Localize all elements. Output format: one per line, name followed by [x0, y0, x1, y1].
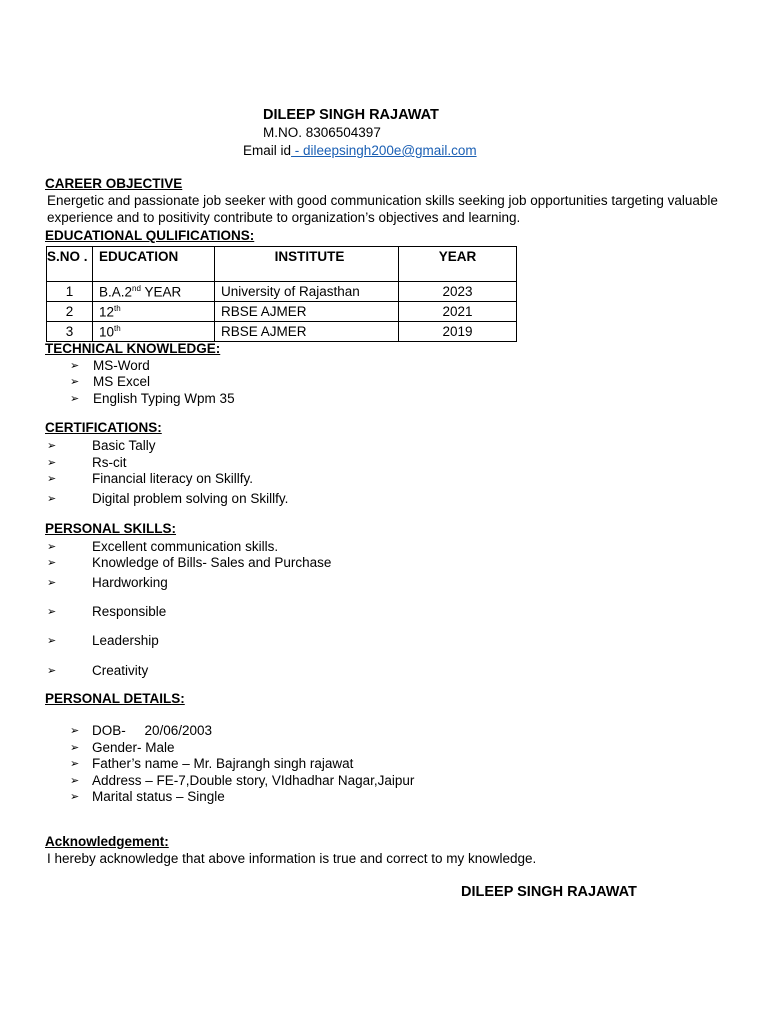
- cell-year: 2019: [399, 322, 517, 342]
- list-item: Creativity: [92, 663, 149, 678]
- cell-institute: RBSE AJMER: [215, 322, 399, 342]
- bullet-arrow-icon: ➢: [47, 635, 57, 647]
- cell-institute: RBSE AJMER: [215, 302, 399, 322]
- list-item: Excellent communication skills.: [92, 539, 279, 554]
- column-header-education: EDUCATION: [93, 247, 215, 282]
- list-item: Basic Tally: [92, 438, 156, 453]
- table-header-row: [47, 247, 517, 282]
- cell-year: 2021: [399, 302, 517, 322]
- list-item: MS-Word: [93, 358, 150, 373]
- certifications-heading: CERTIFICATIONS:: [45, 420, 162, 435]
- cell-education: 12th: [93, 302, 215, 322]
- bullet-arrow-icon: ➢: [47, 541, 57, 553]
- bullet-arrow-icon: ➢: [47, 557, 57, 569]
- dob-item: DOB- 20/06/2003: [92, 723, 213, 738]
- cell-sno: 3: [47, 322, 93, 342]
- personal-details-heading: PERSONAL DETAILS:: [45, 691, 185, 706]
- career-objective-text: Energetic and passionate job seeker with good communication skills seeking job opportunities targeting valuable experience and to positivity contribute to organization’s objectives and learning.: [47, 193, 718, 225]
- bullet-arrow-icon: ➢: [70, 725, 80, 737]
- education-heading: EDUCATIONAL QULIFICATIONS:: [45, 228, 255, 243]
- mobile-number: M.NO. 8306504397: [263, 125, 381, 140]
- bullet-arrow-icon: ➢: [47, 606, 57, 618]
- list-item: English Typing Wpm 35: [93, 391, 235, 406]
- bullet-arrow-icon: ➢: [70, 376, 80, 388]
- bullet-arrow-icon: ➢: [70, 791, 80, 803]
- column-header-institute: INSTITUTE: [215, 247, 399, 282]
- bullet-arrow-icon: ➢: [47, 440, 57, 452]
- list-item: MS Excel: [93, 374, 151, 389]
- acknowledgement-heading: Acknowledgement:: [45, 834, 169, 849]
- resume-name: DILEEP SINGH RAJAWAT: [263, 107, 439, 123]
- column-header-year: YEAR: [399, 247, 517, 282]
- list-item: Hardworking: [92, 575, 168, 590]
- technical-heading: TECHNICAL KNOWLEDGE:: [45, 341, 221, 356]
- cell-education: 10th: [93, 322, 215, 342]
- education-table: [46, 246, 517, 342]
- cell-year: 2023: [399, 282, 517, 302]
- address-item: Address – FE-7,Double story, VIdhadhar Nagar,Jaipur: [92, 773, 415, 788]
- personal-skills-heading: PERSONAL SKILLS:: [45, 521, 177, 536]
- list-item: Leadership: [92, 633, 159, 648]
- list-item: Responsible: [92, 604, 167, 619]
- career-objective-heading: CAREER OBJECTIVE: [45, 176, 183, 191]
- bullet-arrow-icon: ➢: [70, 742, 80, 754]
- bullet-arrow-icon: ➢: [47, 493, 57, 505]
- email-link[interactable]: - dileepsingh200e@gmail.com: [291, 143, 477, 158]
- list-item: Financial literacy on Skillfy.: [92, 471, 254, 486]
- bullet-arrow-icon: ➢: [70, 360, 80, 372]
- father-name-item: Father’s name – Mr. Bajrangh singh rajawat: [92, 756, 354, 771]
- bullet-arrow-icon: ➢: [70, 758, 80, 770]
- bullet-arrow-icon: ➢: [70, 775, 80, 787]
- list-item: Knowledge of Bills- Sales and Purchase: [92, 555, 332, 570]
- bullet-arrow-icon: ➢: [47, 473, 57, 485]
- table-row: [47, 282, 517, 302]
- column-header-sno: S.NO .: [47, 247, 93, 282]
- bullet-arrow-icon: ➢: [47, 577, 57, 589]
- cell-sno: 1: [47, 282, 93, 302]
- list-item: Digital problem solving on Skillfy.: [92, 491, 289, 506]
- cell-sno: 2: [47, 302, 93, 322]
- bullet-arrow-icon: ➢: [47, 457, 57, 469]
- email-line: [243, 143, 477, 158]
- acknowledgement-text: I hereby acknowledge that above information is true and correct to my knowledge.: [47, 851, 537, 866]
- marital-status-item: Marital status – Single: [92, 789, 225, 804]
- cell-institute: University of Rajasthan: [215, 282, 399, 302]
- signature-name: DILEEP SINGH RAJAWAT: [461, 884, 637, 900]
- table-row: [47, 302, 517, 322]
- email-label: Email id: [243, 143, 292, 158]
- bullet-arrow-icon: ➢: [47, 665, 57, 677]
- gender-item: Gender- Male: [92, 740, 175, 755]
- cell-education: B.A.2nd YEAR: [93, 282, 215, 302]
- table-row: [47, 322, 517, 342]
- bullet-arrow-icon: ➢: [70, 393, 80, 405]
- list-item: Rs-cit: [92, 455, 127, 470]
